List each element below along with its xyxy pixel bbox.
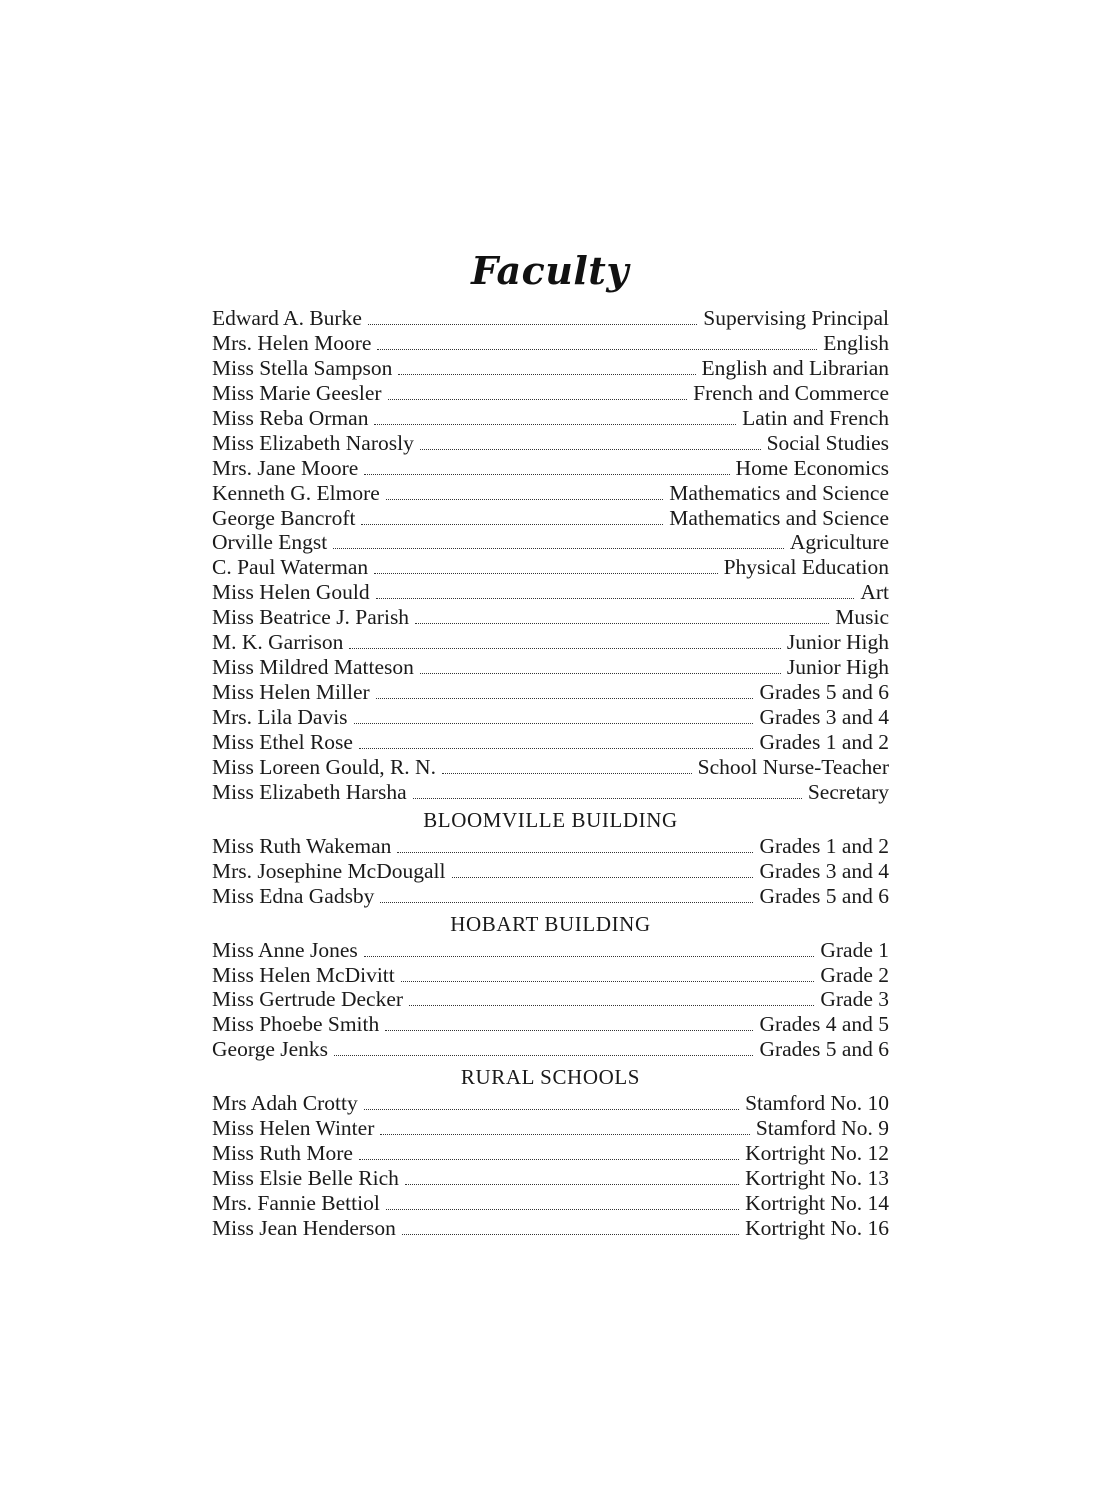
faculty-role: Grades 1 and 2: [759, 833, 889, 858]
faculty-role: Junior High: [786, 630, 889, 655]
faculty-row: [212, 1091, 889, 1116]
faculty-row: [212, 963, 889, 988]
dot-leader: [364, 956, 815, 957]
dot-leader: [386, 499, 664, 500]
faculty-row: [212, 1166, 889, 1191]
rural-faculty-list: [212, 1091, 889, 1241]
faculty-role: Grades 1 and 2: [759, 729, 889, 754]
faculty-row: [212, 780, 889, 805]
faculty-name: George Bancroft: [212, 505, 356, 530]
section-heading-rural: RURAL SCHOOLS: [460, 1065, 641, 1090]
faculty-name: Miss Ethel Rose: [212, 729, 353, 754]
faculty-role: Kortright No. 12: [745, 1141, 889, 1166]
faculty-row: [212, 456, 889, 481]
faculty-role: Mathematics and Science: [669, 480, 889, 505]
faculty-row: [212, 331, 889, 356]
faculty-row: [212, 1037, 889, 1062]
faculty-row: [212, 1216, 889, 1241]
faculty-name: Miss Ruth Wakeman: [212, 833, 392, 858]
dot-leader: [420, 449, 761, 450]
faculty-name: Miss Beatrice J. Parish: [212, 605, 410, 630]
faculty-role: Social Studies: [766, 430, 889, 455]
faculty-name: Miss Jean Henderson: [212, 1215, 396, 1240]
faculty-role: Agriculture: [789, 530, 889, 555]
faculty-role: Kortright No. 14: [745, 1191, 889, 1215]
faculty-name: Miss Marie Geesler: [212, 380, 382, 405]
dot-leader: [401, 981, 815, 982]
dot-leader: [374, 573, 717, 574]
dot-leader: [420, 673, 781, 674]
main-faculty-list: [212, 306, 889, 805]
dot-leader: [333, 548, 784, 549]
dot-leader: [334, 1055, 753, 1056]
faculty-row: [212, 605, 889, 630]
faculty-role: Physical Education: [723, 555, 889, 580]
faculty-name: Miss Ruth More: [212, 1141, 353, 1166]
faculty-role: Grades 5 and 6: [759, 883, 889, 908]
faculty-name: Miss Gertrude Decker: [212, 987, 404, 1012]
faculty-row: [212, 306, 889, 331]
faculty-name: Miss Mildred Matteson: [212, 655, 414, 680]
faculty-role: Grade 1: [820, 937, 889, 962]
faculty-role: Grades 5 and 6: [759, 680, 889, 705]
faculty-role: Mathematics and Science: [669, 505, 889, 530]
faculty-row: [212, 730, 889, 755]
faculty-row: [212, 1141, 889, 1166]
dot-leader: [361, 524, 663, 525]
faculty-row: [212, 555, 889, 580]
faculty-row: [212, 356, 889, 381]
faculty-role: School Nurse-Teacher: [697, 754, 889, 779]
faculty-name: Mrs. Fannie Bettiol: [212, 1191, 380, 1215]
faculty-row: [212, 987, 889, 1012]
faculty-name: Miss Elizabeth Narosly: [212, 430, 414, 455]
dot-leader: [359, 1159, 739, 1160]
faculty-row: [212, 1191, 889, 1216]
faculty-name: Miss Anne Jones: [212, 937, 358, 962]
faculty-name: George Jenks: [212, 1037, 329, 1062]
faculty-name: Miss Elsie Belle Rich: [212, 1166, 399, 1191]
faculty-name: Mrs. Helen Moore: [212, 330, 372, 355]
faculty-row: [212, 506, 889, 531]
faculty-row: [212, 481, 889, 506]
faculty-role: Grades 3 and 4: [759, 858, 889, 883]
dot-leader: [376, 698, 754, 699]
faculty-row: [212, 630, 889, 655]
faculty-role: Stamford No. 9: [755, 1116, 889, 1141]
hobart-faculty-list: [212, 938, 889, 1063]
dot-leader: [385, 1030, 753, 1031]
dot-leader: [402, 1234, 739, 1235]
faculty-row: [212, 580, 889, 605]
faculty-row: [212, 938, 889, 963]
faculty-role: Supervising Principal: [703, 306, 889, 330]
dot-leader: [413, 798, 802, 799]
faculty-row: [212, 655, 889, 680]
faculty-role: Art: [860, 580, 889, 605]
faculty-row: [212, 406, 889, 431]
section-heading-hobart: HOBART BUILDING: [450, 911, 651, 936]
faculty-role: English: [823, 330, 889, 355]
dot-leader: [368, 324, 697, 325]
faculty-role: French and Commerce: [693, 380, 889, 405]
faculty-name: Miss Loreen Gould, R. N.: [212, 754, 436, 779]
faculty-name: Miss Helen Miller: [212, 680, 370, 705]
faculty-role: Latin and French: [742, 405, 889, 430]
faculty-row: [212, 755, 889, 780]
dot-leader: [374, 424, 736, 425]
faculty-name: Miss Stella Sampson: [212, 355, 393, 380]
faculty-row: [212, 859, 889, 884]
dot-leader: [364, 1109, 739, 1110]
dot-leader: [377, 349, 817, 350]
faculty-role: Grade 2: [820, 962, 889, 987]
faculty-role: Secretary: [807, 779, 889, 804]
dot-leader: [354, 723, 754, 724]
faculty-role: Grades 4 and 5: [759, 1012, 889, 1037]
faculty-listing: [212, 306, 889, 1241]
faculty-name: Miss Phoebe Smith: [212, 1012, 380, 1037]
faculty-name: Miss Reba Orman: [212, 405, 369, 430]
page-title: Faculty: [471, 248, 629, 293]
dot-leader: [359, 748, 753, 749]
faculty-name: Miss Helen McDivitt: [212, 962, 395, 987]
faculty-name: Mrs. Lila Davis: [212, 705, 348, 729]
faculty-row: [212, 530, 889, 555]
dot-leader: [405, 1184, 739, 1185]
dot-leader: [364, 474, 729, 475]
faculty-name: Kenneth G. Elmore: [212, 480, 380, 505]
faculty-row: [212, 705, 889, 730]
dot-leader: [452, 877, 754, 878]
faculty-name: Mrs. Jane Moore: [212, 455, 359, 480]
faculty-name: Edward A. Burke: [212, 306, 362, 330]
dot-leader: [397, 852, 753, 853]
dot-leader: [380, 902, 753, 903]
faculty-name: Miss Helen Winter: [212, 1116, 375, 1141]
faculty-role: English and Librarian: [701, 355, 889, 380]
dot-leader: [409, 1005, 814, 1006]
dot-leader: [442, 773, 692, 774]
faculty-name: Miss Helen Gould: [212, 580, 370, 605]
faculty-name: Mrs Adah Crotty: [212, 1091, 358, 1116]
faculty-role: Grades 5 and 6: [759, 1037, 889, 1062]
faculty-name: Mrs. Josephine McDougall: [212, 858, 446, 883]
faculty-name: M. K. Garrison: [212, 630, 344, 655]
faculty-row: [212, 1012, 889, 1037]
faculty-row: [212, 680, 889, 705]
faculty-row: [212, 834, 889, 859]
dot-leader: [388, 399, 688, 400]
faculty-role: Kortright No. 16: [745, 1215, 889, 1240]
dot-leader: [398, 374, 695, 375]
dot-leader: [380, 1134, 749, 1135]
faculty-role: Music: [835, 605, 889, 630]
faculty-row: [212, 381, 889, 406]
faculty-row: [212, 884, 889, 909]
faculty-name: Miss Edna Gadsby: [212, 883, 375, 908]
faculty-role: Kortright No. 13: [745, 1166, 889, 1191]
faculty-role: Grade 3: [820, 987, 889, 1012]
faculty-role: Home Economics: [735, 455, 889, 480]
faculty-role: Stamford No. 10: [745, 1091, 889, 1116]
faculty-row: [212, 1116, 889, 1141]
faculty-name: Miss Elizabeth Harsha: [212, 779, 407, 804]
faculty-role: Junior High: [786, 655, 889, 680]
dot-leader: [415, 623, 829, 624]
faculty-name: C. Paul Waterman: [212, 555, 369, 580]
section-heading-bloomville: BLOOMVILLE BUILDING: [423, 807, 678, 832]
dot-leader: [376, 598, 855, 599]
bloomville-faculty-list: [212, 834, 889, 909]
faculty-role: Grades 3 and 4: [759, 705, 889, 729]
faculty-row: [212, 431, 889, 456]
dot-leader: [349, 648, 781, 649]
faculty-name: Orville Engst: [212, 530, 328, 555]
dot-leader: [386, 1209, 739, 1210]
